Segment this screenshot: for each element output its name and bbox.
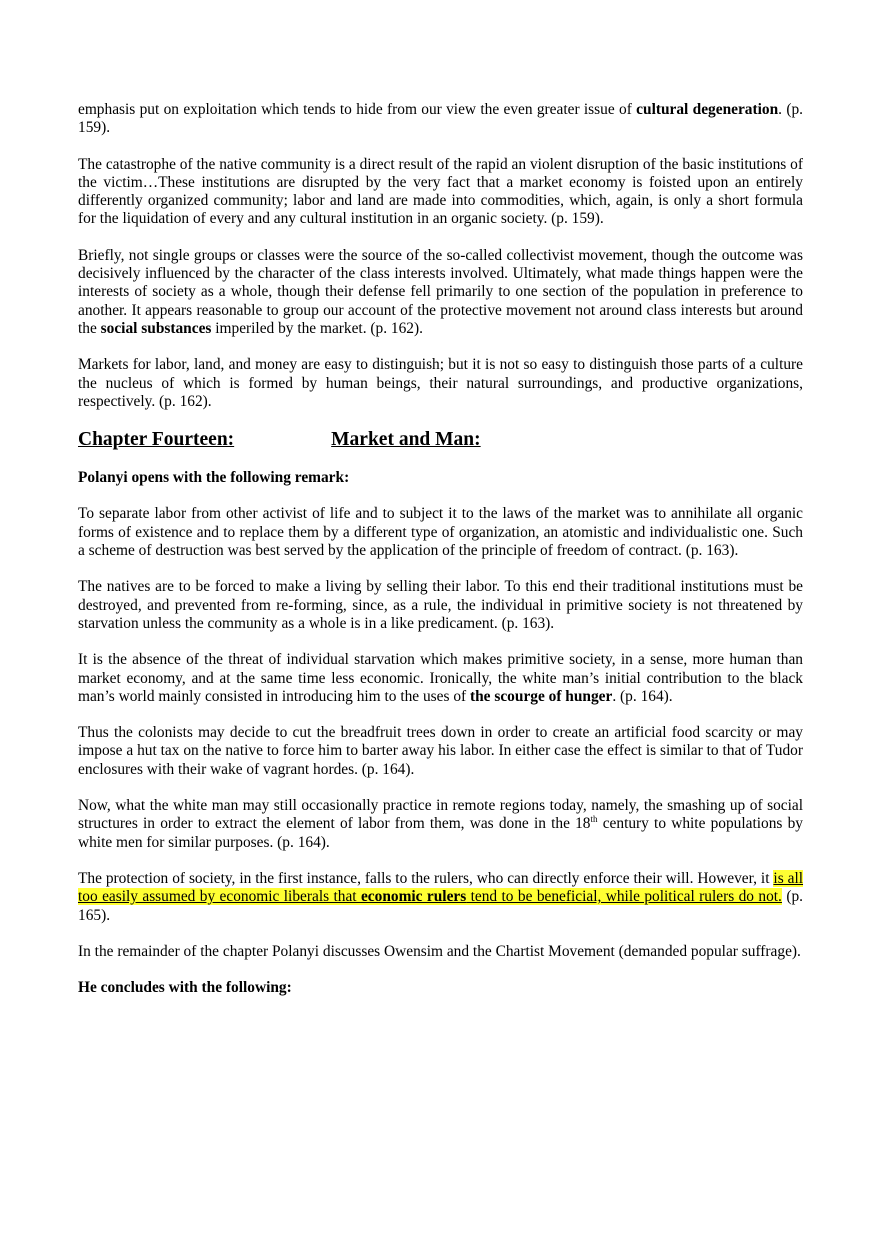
bold-term: the scourge of hunger	[470, 687, 613, 705]
paragraph-white-man	[78, 797, 803, 852]
paragraph-collectivist-movement	[78, 247, 803, 338]
paragraph-separate-labor: To separate labor from other activist of life and to subject it to the laws of the market was to annihilate all organic forms of existence and to replace them by a different type of organization, an atomistic and individualistic one. Such a scheme of destruction was best served by the application of the principle of freedom of contract. (p. 163).	[78, 505, 803, 560]
text: The protection of society, in the first instance, falls to the rulers, who can directly enforce their will. However, it	[78, 869, 774, 887]
text: tend to be beneficial, while political rulers do not.	[466, 888, 782, 906]
text: century to white populations by white men for similar purposes. (p. 164).	[78, 815, 803, 851]
chapter-heading	[78, 429, 803, 451]
text: . (p. 164).	[612, 687, 673, 705]
paragraph-colonists: Thus the colonists may decide to cut the breadfruit trees down in order to create an artificial food scarcity or may impose a hut tax on the native to force him to barter away his labor. In either case the effect is similar to that of Tudor enclosures with their wake of vagrant hordes. (p. 164).	[78, 724, 803, 778]
text: It is the absence of the threat of individual starvation which makes primitive society, in a sense, more human than market economy, and at the same time less economic. Ironically, the white man’s initial contribution to the black man’s world mainly consisted in introducing him to the uses of	[78, 651, 803, 705]
text: emphasis put on exploitation which tends to hide from our view the even greater issue of	[78, 101, 637, 118]
text: imperiled by the market. (p. 162).	[211, 319, 423, 337]
paragraph-remainder: In the remainder of the chapter Polanyi discusses Owensim and the Chartist Movement (demanded popular suffrage).	[78, 942, 801, 960]
paragraph-native-catastrophe: The catastrophe of the native community is a direct result of the rapid an violent disruption of the basic institutions of the victim…These institutions are disrupted by the very fact that a market economy is foisted upon an entirely differently organized community; labor and land are made into commodities, which, again, is only a short formula for the liquidation of every and any cultural institution in an organic society. (p. 159).	[78, 155, 803, 228]
superscript: th	[590, 814, 598, 825]
paragraph-protection-of-society	[78, 870, 803, 925]
conclusion-line: He concludes with the following:	[78, 979, 292, 997]
text: Now, what the white man may still occasionally practice in remote regions today, namely, the smashing up of social structures in order to extract the element of labor from them, was done in the 18	[78, 797, 803, 833]
paragraph-markets-distinguish: Markets for labor, land, and money are easy to distinguish; but it is not so easy to distinguish those parts of a culture the nucleus of which is formed by human beings, their natural surroundings, and productive organizations, respectively. (p. 162).	[78, 356, 803, 410]
text: Briefly, not single groups or classes were the source of the so-called collectivist movement, though the outcome was decisively influenced by the character of the class interests involved. Ultimately, what made things happen were the interests of society as a whole, though their defense fell primarily to one section of the population in preference to another. It appears reasonable to group our account of the protective movement not around class interests but around the	[78, 246, 803, 337]
paragraph-cultural-degeneration	[78, 101, 803, 138]
chapter-title: Market and Man:	[331, 429, 481, 451]
paragraph-starvation-threat	[78, 651, 803, 706]
paragraph-natives-forced: The natives are to be forced to make a living by selling their labor. To this end their traditional institutions must be destroyed, and prevented from re-forming, since, as a rule, the individual in primitive society is not threatened by starvation unless the community as a whole is in a like predicament. (p. 163).	[78, 578, 803, 632]
bold-term: economic rulers	[360, 888, 467, 906]
intro-line: Polanyi opens with the following remark:	[78, 469, 350, 487]
document-page	[78, 101, 803, 1015]
bold-term: social substances	[100, 319, 212, 337]
text: . (p. 159).	[78, 101, 803, 137]
text: is all too easily assumed by economic liberals that	[78, 869, 804, 906]
chapter-number: Chapter Fourteen:	[78, 429, 235, 451]
text: (p. 165).	[78, 888, 803, 924]
bold-term: cultural degeneration	[636, 101, 779, 118]
